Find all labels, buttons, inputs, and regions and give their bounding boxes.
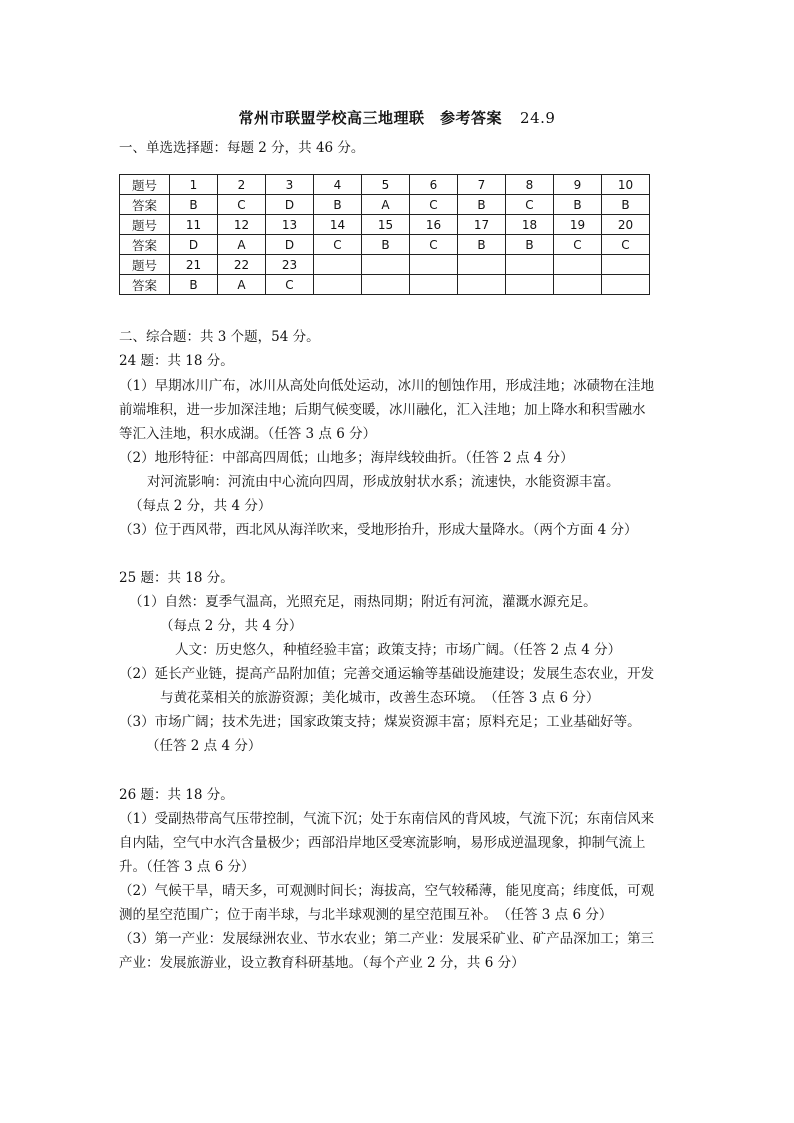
table-cell [554, 255, 602, 275]
q25-answer-line: 与黄花菜相关的旅游资源；美化城市，改善生态环境。 （任答 3 点 6 分） [160, 690, 600, 706]
table-cell: C [218, 195, 266, 215]
table-cell: B [458, 195, 506, 215]
q25-answer-line: 人文：历史悠久，种植经验丰富；政策支持；市场广阔。（任答 2 点 4 分） [175, 642, 622, 658]
table-cell: B [314, 195, 362, 215]
table-row [120, 235, 650, 255]
table-cell: 12 [218, 215, 266, 235]
table-cell: B [170, 195, 218, 215]
table-cell: C [506, 195, 554, 215]
q25-heading: 25 题：共 18 分。 [119, 570, 234, 586]
q25-answer-line: （每点 2 分，共 4 分） [160, 618, 303, 634]
table-row-label: 题号 [120, 215, 170, 235]
q26-answer-line: 自内陆，空气中水汽含量极少；西部沿岸地区受寒流影响，易形成逆温现象，抑制气流上 [119, 835, 646, 851]
table-cell: D [170, 235, 218, 255]
q24-answer-line: （2）地形特征：中部高四周低；山地多；海岸线较曲折。（任答 2 点 4 分） [119, 450, 574, 466]
table-cell: 2 [218, 175, 266, 195]
table-cell [554, 275, 602, 295]
title-text: 常州市联盟学校高三地理联 参考答案 [238, 109, 503, 127]
table-cell: 3 [266, 175, 314, 195]
table-cell: 11 [170, 215, 218, 235]
q24-answer-line: 对河流影响：河流由中心流向四周，形成放射状水系；流速快，水能资源丰富。 [147, 474, 620, 490]
table-cell: 21 [170, 255, 218, 275]
q24-answer-line: （每点 2 分，共 4 分） [129, 498, 272, 514]
table-cell: C [554, 235, 602, 255]
table-cell: 10 [602, 175, 650, 195]
table-cell: 15 [362, 215, 410, 235]
table-cell [362, 275, 410, 295]
table-cell: A [362, 195, 410, 215]
q26-answer-line: （1）受副热带高气压带控制，气流下沉；处于东南信风的背风坡，气流下沉；东南信风来 [119, 811, 655, 827]
q24-answer-line: 前端堆积，进一步加深洼地；后期气候变暖，冰川融化，汇入洼地；加上降水和积雪融水 [119, 402, 646, 418]
document-title [0, 107, 794, 128]
table-cell: 7 [458, 175, 506, 195]
table-cell [506, 255, 554, 275]
table-cell: C [602, 235, 650, 255]
section-2-heading: 二、综合题：共 3 个题，54 分。 [119, 329, 320, 345]
table-cell: 13 [266, 215, 314, 235]
q25-answer-line: （1）自然：夏季气温高，光照充足，雨热同期；附近有河流，灌溉水源充足。 [129, 594, 597, 610]
q26-answer-line: （3）第一产业：发展绿洲农业、节水农业；第二产业：发展采矿业、矿产品深加工；第三 [119, 931, 655, 947]
table-row [120, 175, 650, 195]
q26-answer-line: （2）气候干旱，晴天多，可观测时间长；海拔高，空气较稀薄，能见度高；纬度低，可观 [119, 883, 655, 899]
table-cell: 1 [170, 175, 218, 195]
table-cell [314, 255, 362, 275]
table-cell: C [410, 235, 458, 255]
table-cell: A [218, 275, 266, 295]
q26-answer-line: 测的星空范围广；位于南半球，与北半球观测的星空范围互补。 （任答 3 点 6 分） [119, 907, 613, 923]
title-number: 24.9 [520, 109, 556, 127]
table-cell: D [266, 235, 314, 255]
table-cell [410, 275, 458, 295]
table-cell: C [314, 235, 362, 255]
table-cell: D [266, 195, 314, 215]
q25-answer-line: （任答 2 点 4 分） [146, 738, 262, 754]
table-cell: 16 [410, 215, 458, 235]
q24-answer-line: 等汇入洼地，积水成湖。（任答 3 点 6 分） [119, 426, 377, 442]
table-cell: 14 [314, 215, 362, 235]
table-cell: 8 [506, 175, 554, 195]
table-cell: 19 [554, 215, 602, 235]
table-cell: 5 [362, 175, 410, 195]
q24-answer-line: （3）位于西风带，西北风从海洋吹来，受地形抬升，形成大量降水。（两个方面 4 分） [119, 522, 638, 538]
table-cell: 20 [602, 215, 650, 235]
table-row-label: 答案 [120, 195, 170, 215]
table-cell [410, 255, 458, 275]
table-cell [506, 275, 554, 295]
table-cell: 23 [266, 255, 314, 275]
q24-heading: 24 题：共 18 分。 [119, 353, 234, 369]
answer-table [119, 174, 650, 295]
q26-heading: 26 题：共 18 分。 [119, 787, 234, 803]
table-cell: B [602, 195, 650, 215]
table-cell: C [266, 275, 314, 295]
table-cell: B [506, 235, 554, 255]
table-cell: 22 [218, 255, 266, 275]
table-cell: B [458, 235, 506, 255]
table-row [120, 215, 650, 235]
q25-answer-line: （2）延长产业链，提高产品附加值；完善交通运输等基础设施建设；发展生态农业，开发 [119, 666, 655, 682]
table-cell: 17 [458, 215, 506, 235]
table-cell: B [362, 235, 410, 255]
table-cell [314, 275, 362, 295]
table-row-label: 题号 [120, 175, 170, 195]
table-cell: 9 [554, 175, 602, 195]
table-cell: 6 [410, 175, 458, 195]
table-cell [602, 255, 650, 275]
table-cell: 18 [506, 215, 554, 235]
table-row [120, 195, 650, 215]
section-1-heading: 一、单选选择题：每题 2 分，共 46 分。 [119, 140, 365, 156]
table-row-label: 答案 [120, 275, 170, 295]
table-cell: C [410, 195, 458, 215]
table-row-label: 答案 [120, 235, 170, 255]
table-cell: A [218, 235, 266, 255]
q26-answer-line: 产业：发展旅游业，设立教育科研基地。（每个产业 2 分，共 6 分） [119, 955, 525, 971]
table-cell [602, 275, 650, 295]
table-row-label: 题号 [120, 255, 170, 275]
q25-answer-line: （3）市场广阔；技术先进；国家政策支持；煤炭资源丰富；原料充足；工业基础好等。 [119, 714, 641, 730]
table-row [120, 275, 650, 295]
table-cell [362, 255, 410, 275]
table-cell: B [554, 195, 602, 215]
q26-answer-line: 升。（任答 3 点 6 分） [119, 859, 255, 875]
table-cell: B [170, 275, 218, 295]
table-row [120, 255, 650, 275]
table-cell [458, 255, 506, 275]
q24-answer-line: （1）早期冰川广布，冰川从高处向低处运动，冰川的刨蚀作用，形成洼地；冰碛物在洼地 [119, 378, 655, 394]
table-cell [458, 275, 506, 295]
table-cell: 4 [314, 175, 362, 195]
